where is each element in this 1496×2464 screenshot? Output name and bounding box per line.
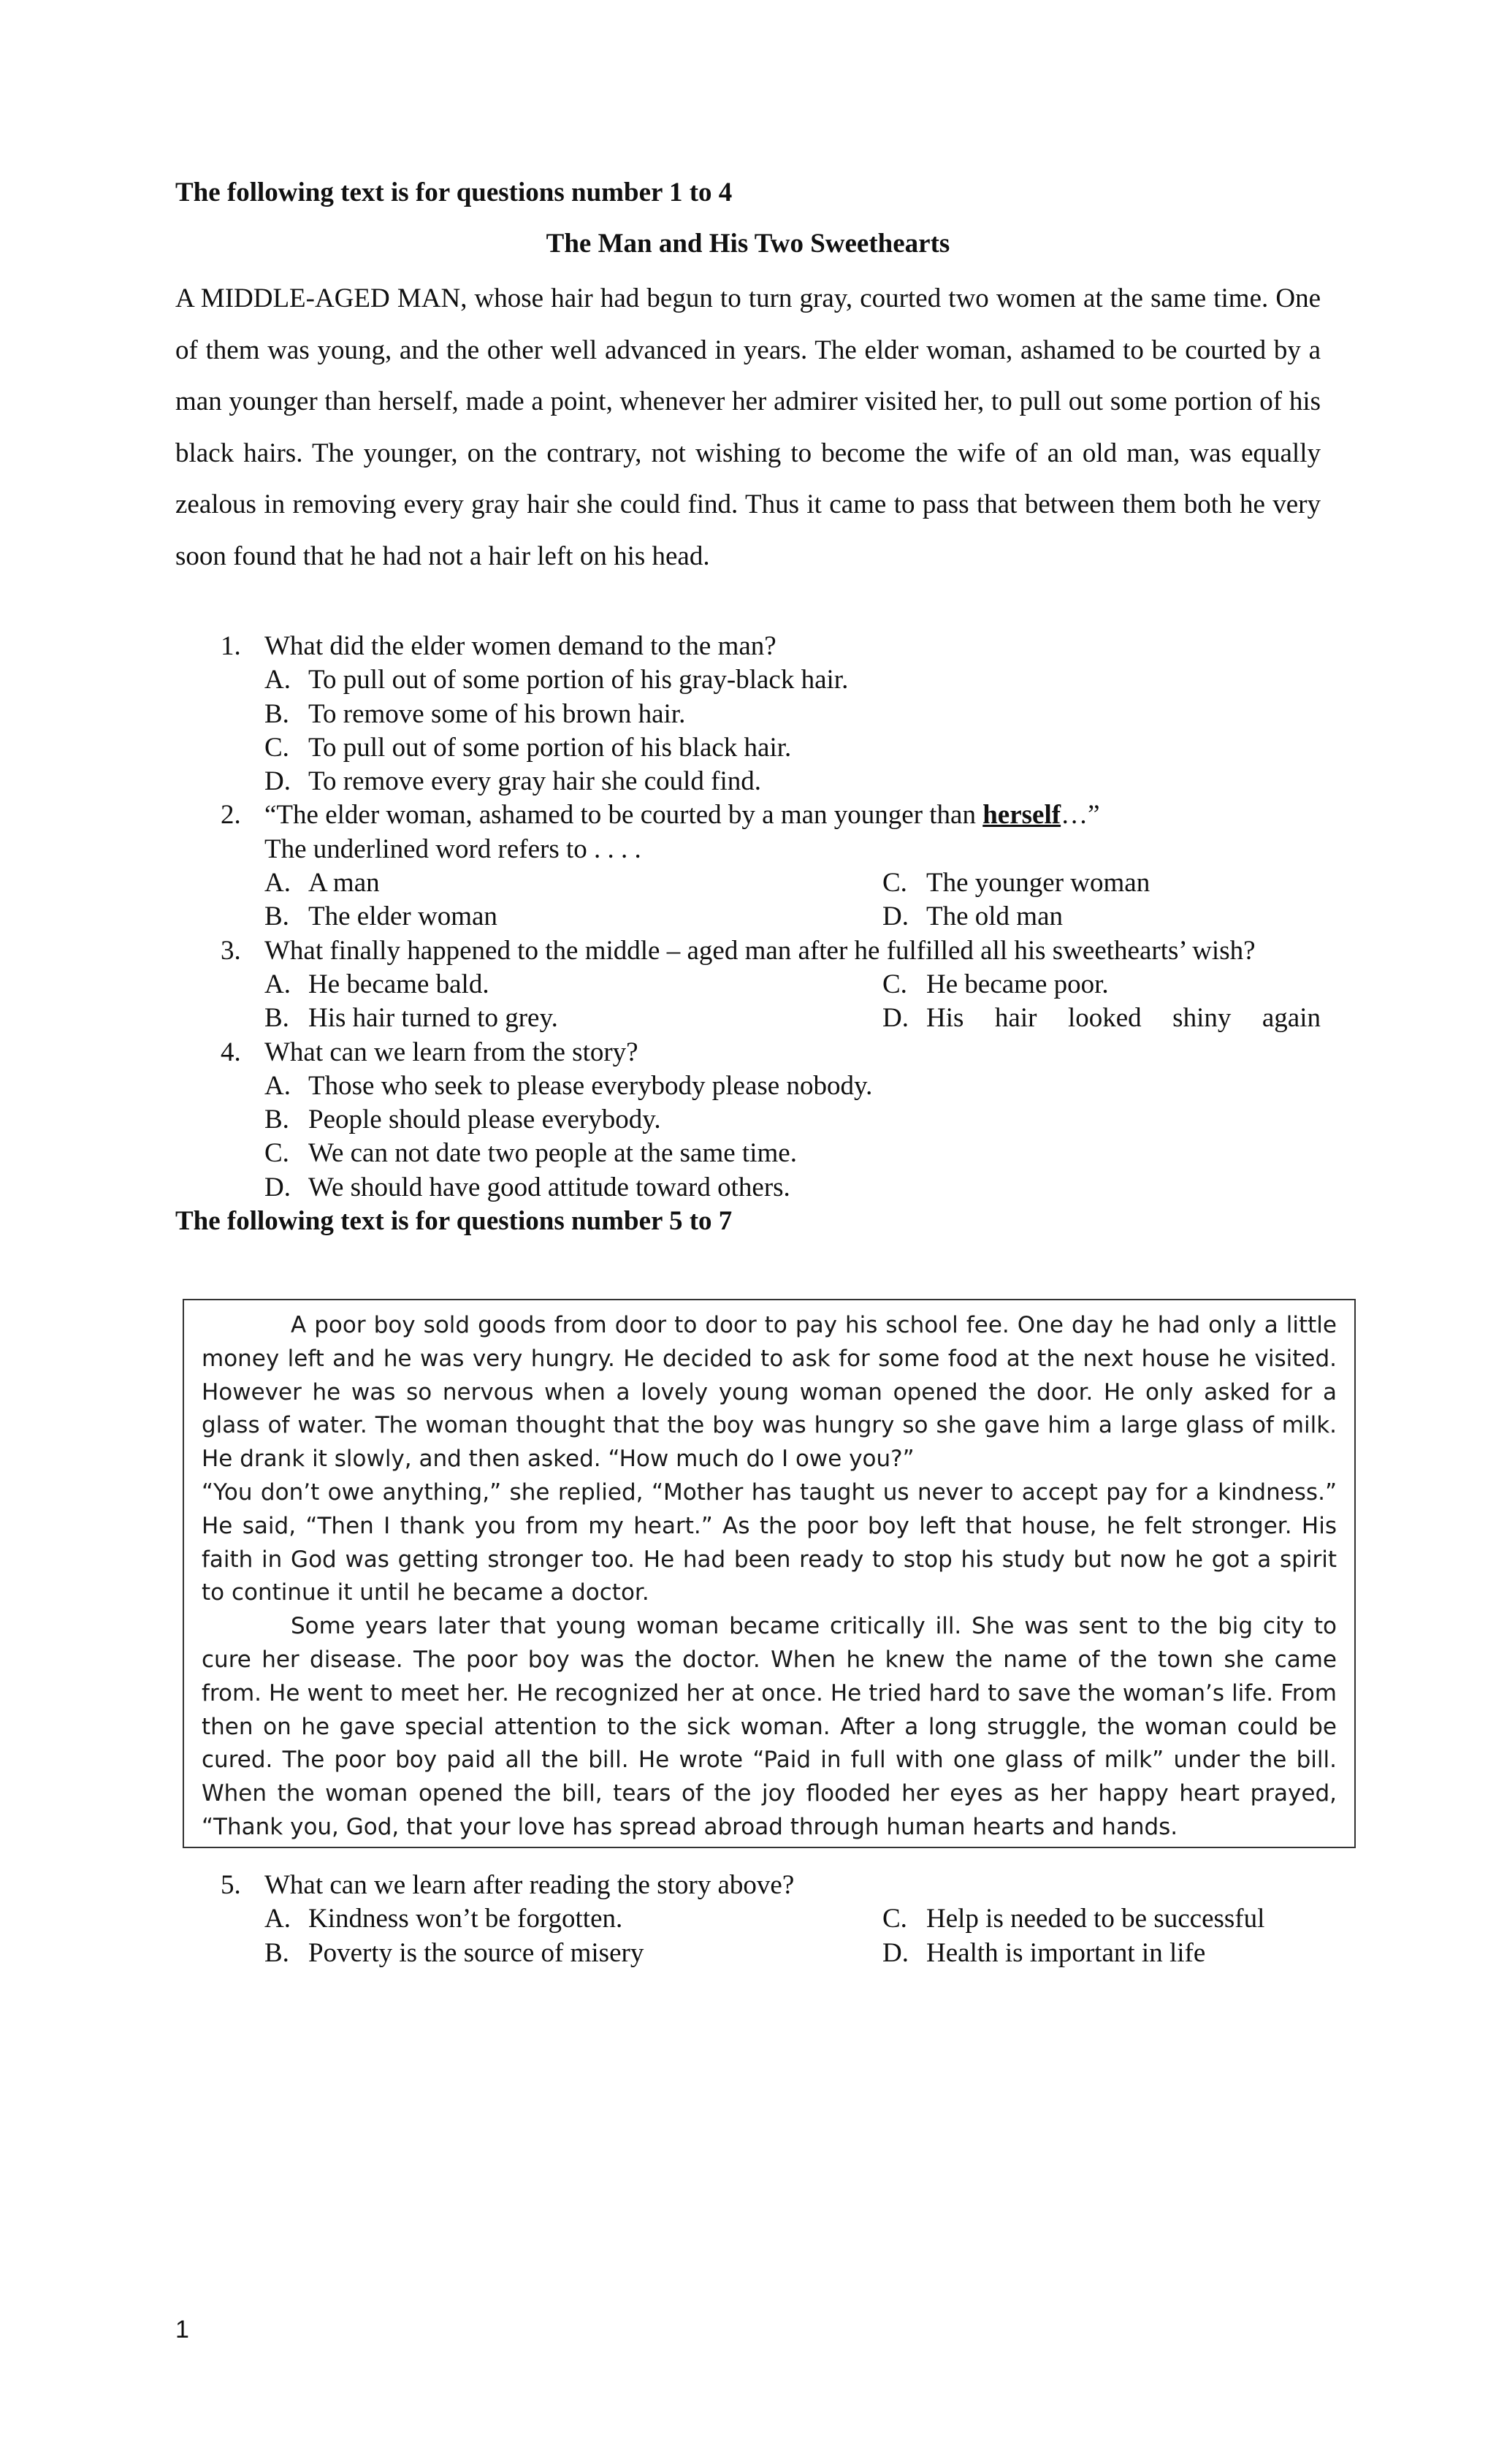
question-subtext-row (175, 833, 1321, 866)
option-text[interactable]: Health is important in life (926, 1937, 1206, 1968)
option-letter: A. (264, 1070, 291, 1101)
page-number: 1 (175, 2316, 189, 2343)
option-b[interactable] (175, 698, 1321, 731)
option-text[interactable]: The younger woman (926, 868, 1150, 899)
option-letter: C. (882, 1904, 907, 1934)
option-text: Those who seek to please everybody please nobody. (308, 1070, 873, 1101)
question-number: 2. (221, 800, 241, 831)
question-text-before: “The elder woman, ashamed to be courted by a man younger than (264, 800, 983, 831)
option-text[interactable]: His hair looked shiny again (926, 1003, 1321, 1034)
option-row (175, 866, 1321, 900)
question-2 (175, 798, 1321, 832)
option-row (175, 1902, 1321, 1936)
option-letter: D. (882, 1003, 909, 1034)
option-text: We should have good attitude toward others. (308, 1172, 790, 1202)
option-letter: B. (264, 1105, 289, 1135)
option-text: To pull out of some portion of his black hair. (308, 732, 792, 763)
story-box-paragraph-3: Some years later that young woman became critically ill. She was sent to the big city to cure her disease. The poor boy was the doctor. When he knew the name of the town she came from. He went to meet her. He recognized her at once. He tried hard to save the woman’s life. From then on he gave special attention to the sick woman. After a long struggle, the woman could be cured. The poor boy paid all the bill. He wrote “Paid in full with one glass of milk” under the bill. When the woman opened the bill, tears of the joy flooded her eyes as her happy heart prayed, “Thank you, God, that your love has spread abroad through human hearts and hands. (202, 1613, 1337, 1840)
underlined-word: herself (982, 800, 1061, 831)
question-5 (175, 1869, 1321, 1902)
option-letter: A. (264, 1904, 291, 1934)
option-text[interactable]: The elder woman (308, 901, 497, 932)
question-number: 3. (221, 935, 241, 966)
question-5-block (175, 1869, 1321, 1970)
option-text: We can not date two people at the same time. (308, 1138, 797, 1169)
option-letter: C. (882, 969, 907, 999)
section-heading-2: The following text is for questions number 5 to 7 (175, 1206, 733, 1237)
option-text[interactable]: He became poor. (926, 969, 1109, 999)
option-d[interactable] (175, 765, 1321, 798)
question-text: What can we learn from the story? (264, 1037, 638, 1067)
story-title: The Man and His Two Sweethearts (546, 229, 950, 259)
story-paragraph: A MIDDLE-AGED MAN, whose hair had begun to turn gray, courted two women at the same time. One of them was young, and the other well advanced in years. The elder woman, ashamed to be courted by a man younger than herself, made a point, whenever her admirer visited her, to pull out some portion of his black hairs. The younger, on the contrary, not wishing to become the wife of an old man, was equally zealous in removing every gray hair she could find. Thus it came to pass that between them both he very soon found that he had not a hair left on his head. (175, 283, 1321, 571)
option-d[interactable] (175, 1171, 1321, 1205)
option-letter: A. (264, 969, 291, 999)
option-c[interactable] (175, 731, 1321, 765)
option-letter: C. (264, 732, 289, 763)
option-text[interactable]: A man (308, 868, 380, 899)
option-a[interactable] (175, 663, 1321, 697)
question-number: 5. (221, 1870, 241, 1900)
option-b[interactable] (175, 1103, 1321, 1137)
option-letter: D. (264, 1172, 291, 1202)
question-3 (175, 934, 1321, 968)
option-text: To remove some of his brown hair. (308, 698, 686, 729)
question-text (264, 798, 1100, 832)
question-text: What finally happened to the middle – aged man after he fulfilled all his sweethearts’ wish? (264, 935, 1256, 966)
option-text: To pull out of some portion of his gray-black hair. (308, 665, 849, 695)
option-letter: B. (264, 1937, 289, 1968)
section-heading-1: The following text is for questions number 1 to 4 (175, 178, 733, 207)
question-number: 1. (221, 631, 241, 661)
option-letter: A. (264, 665, 291, 695)
story-box-paragraph-1: A poor boy sold goods from door to door to pay his school fee. One day he had only a little money left and he was very hungry. He decided to ask for some food at the next house he visited. However he was so nervous when a lovely young woman opened the door. He only asked for a glass of water. The woman thought that the boy was hungry so she gave him a large glass of milk. He drank it slowly, and then asked. “How much do I owe you?” (202, 1312, 1337, 1473)
option-text[interactable]: His hair turned to grey. (308, 1003, 558, 1034)
question-list (175, 630, 1321, 1238)
option-letter: B. (264, 698, 289, 729)
option-letter: C. (882, 868, 907, 899)
option-letter: C. (264, 1138, 289, 1169)
question-text-after: …” (1061, 800, 1100, 831)
story-box-paragraph-2: “You don’t owe anything,” she replied, “Mother has taught us never to accept pay for a kindness.” He said, “Then I thank you from my heart.” As the poor boy left that house, he felt stronger. His faith in God was getting stronger too. He had been ready to stop his study but now he got a spirit to continue it until he became a doctor. (202, 1479, 1337, 1606)
option-row (175, 1002, 1321, 1035)
option-a[interactable] (175, 1069, 1321, 1103)
option-letter: D. (264, 766, 291, 797)
option-text[interactable]: Kindness won’t be forgotten. (308, 1904, 623, 1934)
question-text: What can we learn after reading the story above? (264, 1870, 795, 1900)
option-letter: A. (264, 868, 291, 899)
story-box (183, 1299, 1356, 1848)
option-row (175, 1937, 1321, 1970)
question-subtext: The underlined word refers to . . . . (264, 834, 641, 864)
option-letter: B. (264, 1003, 289, 1034)
option-text[interactable]: Poverty is the source of misery (308, 1937, 644, 1968)
option-text: People should please everybody. (308, 1105, 661, 1135)
option-text[interactable]: The old man (926, 901, 1064, 932)
option-letter: B. (264, 901, 289, 932)
option-row (175, 968, 1321, 1002)
option-letter: D. (882, 1937, 909, 1968)
question-4 (175, 1036, 1321, 1069)
question-number: 4. (221, 1037, 241, 1067)
option-c[interactable] (175, 1137, 1321, 1170)
question-1 (175, 630, 1321, 663)
option-text: To remove every gray hair she could find. (308, 766, 762, 797)
option-text[interactable]: Help is needed to be successful (926, 1904, 1265, 1934)
option-row (175, 900, 1321, 934)
option-letter: D. (882, 901, 909, 932)
question-text: What did the elder women demand to the man? (264, 631, 776, 661)
option-text[interactable]: He became bald. (308, 969, 489, 999)
